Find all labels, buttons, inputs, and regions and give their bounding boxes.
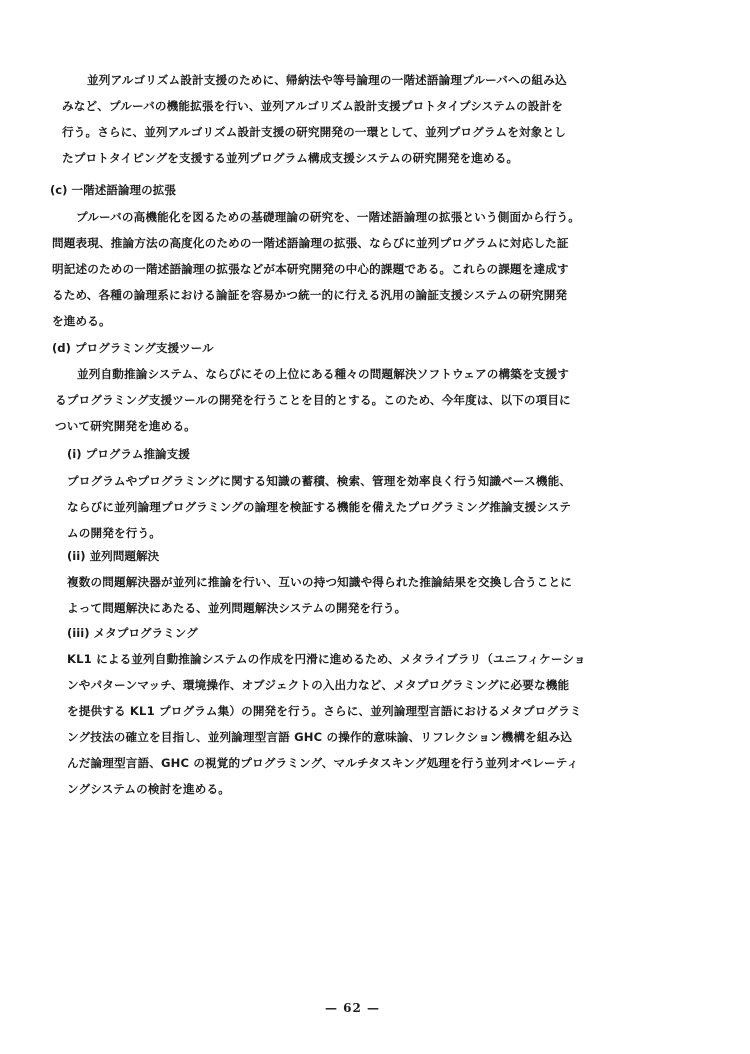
paragraph-1-line-2: みなど、プルーバの機能拡張を行い、並列アルゴリズム設計支援プロトタイプシステムの設計を <box>62 99 564 113</box>
item-iii-line-5: んだ論理型言語、GHC の視覚的プログラミング、マルチタスキング処理を行う並列オペレーティ <box>67 756 579 770</box>
item-i-heading: (i) プログラム推論支援 <box>67 447 190 461</box>
item-i-line-1: プログラムやプログラミングに関する知識の蓄積、検索、管理を効率良く行う知識ベース機能、 <box>67 474 572 488</box>
item-iii-line-2: ンやパターンマッチ、環境操作、オブジェクトの入出力など、メタプログラミングに必要な機能 <box>67 678 570 692</box>
page-number: — 62 — <box>324 1001 381 1015</box>
item-iii-line-3: を提供する KL1 プログラム集）の開発を行う。さらに、並列論理型言語におけるメタプログラミ <box>67 704 582 718</box>
section-c-heading: (c) 一階述語論理の拡張 <box>50 183 176 197</box>
section-c-line-2: 問題表現、推論方法の高度化のための一階述語論理の拡張、ならびに並列プログラムに対応した証 <box>52 236 569 250</box>
section-d-heading: (d) プログラミング支援ツール <box>52 341 214 355</box>
section-c-line-5: を進める。 <box>52 314 111 328</box>
paragraph-1-line-1: 並列アルゴリズム設計支援のために、帰納法や等号論理の一階述語論理プルーバへの組み込 <box>87 73 567 87</box>
item-i-line-3: ムの開発を行う。 <box>67 526 161 540</box>
section-c-line-3: 明記述のための一階述語論理の拡張などが本研究開発の中心的課題である。これらの課題を達成す <box>52 262 569 276</box>
item-ii-line-2: よって問題解決にあたる、並列問題解決システムの開発を行う。 <box>67 601 407 615</box>
item-iii-line-4: ング技法の確立を目指し、並列論理型言語 GHC の操作的意味論、リフレクション機構を組み込 <box>67 730 573 744</box>
item-ii-line-1: 複数の問題解決器が並列に推論を行い、互いの持つ知識や得られた推論結果を交換し合うことに <box>67 575 572 589</box>
item-i-line-2: ならびに並列論理プログラミングの論理を検証する機能を備えたプログラミング推論支援システ <box>67 500 571 514</box>
section-d-line-1: 並列自動推論システム、ならびにその上位にある種々の問題解決ソフトウェアの構築を支援す <box>77 367 569 381</box>
section-d-line-3: ついて研究開発を進める。 <box>55 419 196 433</box>
section-c-line-4: るため、各種の論理系における論証を容易かつ統一的に行える汎用の論証支援システムの研究開発 <box>52 288 568 302</box>
paragraph-1-line-4: たプロトタイピングを支援する並列プログラム構成支援システムの研究開発を進める。 <box>62 151 519 165</box>
item-iii-heading: (iii) メタプログラミング <box>67 626 198 640</box>
item-ii-heading: (ii) 並列問題解決 <box>67 549 160 563</box>
item-iii-line-6: ングシステムの検討を進める。 <box>67 782 231 796</box>
section-d-line-2: るプログラミング支援ツールの開発を行うことを目的とする。このため、今年度は、以下の項目に <box>55 393 571 407</box>
item-iii-line-1: KL1 による並列自動推論システムの作成を円滑に進めるため、メタライブラリ（ユニフィケーショ <box>67 652 586 666</box>
section-c-line-1: プルーバの高機能化を図るための基礎理論の研究を、一階述語論理の拡張という側面から行う。 <box>76 210 580 224</box>
paragraph-1-line-3: 行う。さらに、並列アルゴリズム設計支援の研究開発の一環として、並列プログラムを対象とし <box>62 125 566 139</box>
